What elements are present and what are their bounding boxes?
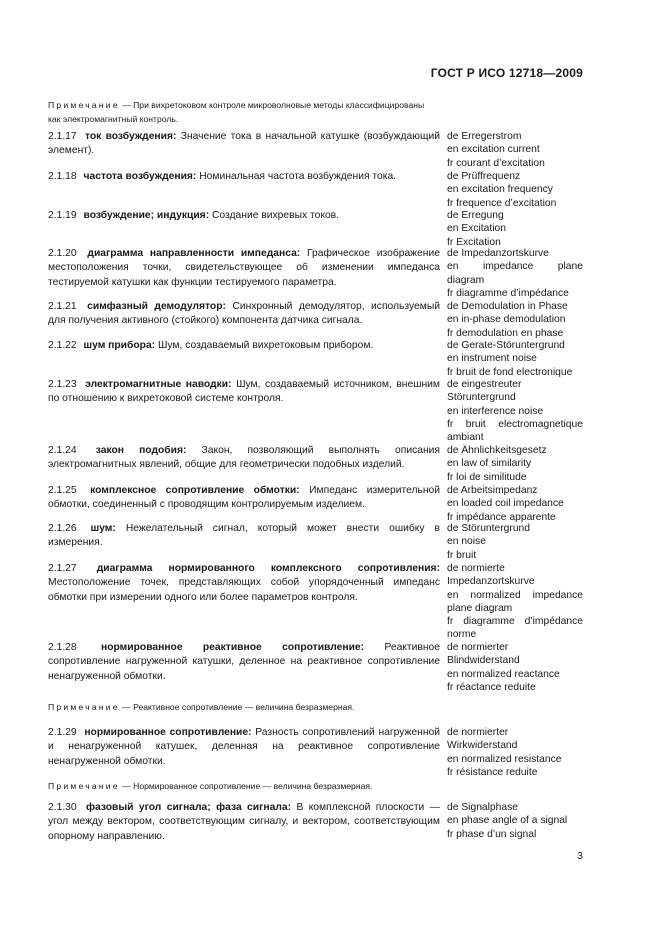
translation-de: de normierter xyxy=(447,642,509,653)
translation-en: en normalized reactance xyxy=(447,668,560,680)
word: fr xyxy=(447,616,454,628)
entry-number: 2.1.25 xyxy=(48,485,77,496)
page-number: 3 xyxy=(577,850,583,862)
note-label: Примечание xyxy=(48,100,120,110)
entry-2-1-21 xyxy=(48,300,440,329)
standard-header: ГОСТ Р ИСО 12718—2009 xyxy=(430,66,583,80)
word: normalized xyxy=(470,589,521,601)
entry-definition: Графическое изображение местоположения точки, свидетельствующее об изменении импеданса тестируемой катушки как функции тестируемого параметра. xyxy=(48,248,440,288)
entry-term: электромагнитные наводки: xyxy=(85,379,232,390)
entry-term: возбуждение; индукция: xyxy=(83,210,210,221)
translations-2-1-19 xyxy=(447,209,583,249)
translation-de: de normierter xyxy=(447,727,509,738)
translation-en: en excitation current xyxy=(447,144,540,156)
entry-term: нормированное реактивное сопротивление: xyxy=(101,642,365,653)
translation-en xyxy=(447,589,583,602)
translation-fr: fr frequence d’excitation xyxy=(447,197,557,209)
translations-2-1-29 xyxy=(447,726,583,779)
translation-de-cont: Wirkwiderstand xyxy=(447,740,518,752)
entry-definition: Шум, создаваемый источником, внешним по отношению к вихретоковой системе контроля. xyxy=(48,379,440,405)
translation-fr: fr impédance apparente xyxy=(447,511,556,523)
translation-de-cont: Störuntergrund xyxy=(447,392,516,404)
translation-de: de Erregung xyxy=(447,210,504,221)
word: plane xyxy=(557,261,583,273)
translation-de: de Signalphase xyxy=(447,802,518,813)
entry-term: фазовый угол сигнала; фаза сигнала: xyxy=(86,802,292,813)
entry-term: диаграмма направленности импеданса: xyxy=(87,248,301,259)
entry-2-1-25 xyxy=(48,484,440,513)
translation-en: en interference noise xyxy=(447,405,544,417)
word: fr xyxy=(447,418,454,430)
entry-number: 2.1.19 xyxy=(48,210,77,221)
entry-term: закон подобия: xyxy=(95,445,187,456)
entry-term: шум: xyxy=(90,523,116,534)
note-2 xyxy=(48,700,438,714)
translation-fr: fr Excitation xyxy=(447,236,501,248)
translation-de: de Gerate-Störuntergrund xyxy=(447,340,565,351)
entry-number: 2.1.22 xyxy=(48,340,77,351)
entry-2-1-17 xyxy=(48,130,440,159)
entry-number: 2.1.26 xyxy=(48,523,77,534)
entry-2-1-28 xyxy=(48,641,440,684)
entry-number: 2.1.30 xyxy=(48,802,77,813)
translation-en-cont: plane diagram xyxy=(447,602,513,614)
entry-2-1-26 xyxy=(48,522,440,551)
entry-2-1-30 xyxy=(48,801,440,844)
translation-fr: fr résistance reduite xyxy=(447,766,538,778)
translations-2-1-30 xyxy=(447,801,583,841)
translation-de: de normierte xyxy=(447,563,505,574)
entry-term: частота возбуждения: xyxy=(83,171,197,182)
word: d’impédance xyxy=(524,616,583,628)
translations-2-1-26 xyxy=(447,522,583,562)
entry-2-1-24 xyxy=(48,444,440,473)
entry-definition: Импеданс измерительной обмотки, соединенный с проводящим контролируемым изделием. xyxy=(48,485,440,511)
translations-2-1-27 xyxy=(447,562,583,642)
entry-definition: Закон, позволяющий выполнять описания электромагнитных явлений, общие для геометрически подобных изделий. xyxy=(48,445,440,471)
translation-en: en phase angle of a signal xyxy=(447,815,568,827)
entry-term: ток возбуждения: xyxy=(84,131,177,142)
note-3 xyxy=(48,779,438,793)
translation-en: en law of similarity xyxy=(447,458,532,470)
translation-fr: fr loi de similitude xyxy=(447,471,527,483)
translations-2-1-20 xyxy=(447,247,583,300)
translation-en xyxy=(447,260,583,273)
entry-definition: Местоположение точек, представляющих собой упорядоченный импеданс обмотки при измерении одного или более параметров контроля. xyxy=(48,577,440,603)
word: bruit xyxy=(465,418,486,430)
translation-en: en instrument noise xyxy=(447,353,537,365)
word: en xyxy=(447,261,459,273)
translations-2-1-22 xyxy=(447,339,583,379)
entry-number: 2.1.29 xyxy=(48,727,77,738)
word: electromagnetique xyxy=(498,418,583,430)
translation-fr: fr bruit de fond electronique xyxy=(447,366,573,378)
translation-de-cont: Impedanzortskurve xyxy=(447,576,535,588)
translation-fr xyxy=(447,418,583,431)
word: impedance xyxy=(532,589,583,601)
translation-fr: fr phase d’un signal xyxy=(447,828,537,840)
entry-2-1-22 xyxy=(48,339,440,353)
translation-en: en excitation frequency xyxy=(447,184,553,196)
entry-number: 2.1.27 xyxy=(48,563,77,574)
note-label: Примечание xyxy=(48,781,120,791)
translation-de: de Prüffrequenz xyxy=(447,171,521,182)
entry-term: шум прибора: xyxy=(83,340,156,351)
translation-de: de Arbeitsimpedanz xyxy=(447,485,538,496)
entry-2-1-23 xyxy=(48,378,440,407)
translation-fr: fr diagramme d’impédance xyxy=(447,287,569,299)
translations-2-1-21 xyxy=(447,300,583,340)
translations-2-1-28 xyxy=(447,641,583,694)
entry-number: 2.1.18 xyxy=(48,171,77,182)
word: impedance xyxy=(482,261,534,273)
translations-2-1-17 xyxy=(447,130,583,170)
translation-fr-cont: norme xyxy=(447,629,477,641)
translation-en-cont: diagram xyxy=(447,274,485,286)
translation-en: en noise xyxy=(447,536,486,548)
translation-en: en in-phase demodulation xyxy=(447,314,566,326)
entry-definition: Номинальная частота возбуждения тока. xyxy=(199,171,397,182)
translation-de: de Störuntergrund xyxy=(447,523,531,534)
entry-definition: Реактивное сопротивление нагруженной катушки, деленное на реактивное сопротивление ненагруженной обмотки. xyxy=(48,642,440,682)
translation-en: en loaded coil impedance xyxy=(447,498,564,510)
translation-fr-cont: ambiant xyxy=(447,432,484,444)
translation-fr: fr bruit xyxy=(447,549,477,561)
entry-definition: Значение тока в начальной катушке (возбуждающий элемент). xyxy=(48,131,440,157)
translation-de: de Ähnlichkeitsgesetz xyxy=(447,445,547,456)
entry-number: 2.1.20 xyxy=(48,248,77,259)
word: diagramme xyxy=(463,616,515,628)
entry-definition: Разность сопротивлений нагруженной и ненагруженной катушек, деленная на реактивное сопротивление ненагруженной обмотки. xyxy=(48,727,440,767)
translation-fr xyxy=(447,615,583,628)
word: en xyxy=(447,589,459,601)
translation-en: en Excitation xyxy=(447,223,506,235)
entry-2-1-19 xyxy=(48,209,440,223)
translation-fr: fr réactance reduite xyxy=(447,681,536,693)
note-text: — Реактивное сопротивление — величина безразмерная. xyxy=(119,702,355,712)
entry-2-1-20 xyxy=(48,247,440,290)
translation-de-cont: Blindwiderstand xyxy=(447,655,520,667)
translation-fr: fr courant d’excitation xyxy=(447,157,545,169)
translation-en: en normalized resistance xyxy=(447,753,562,765)
entry-definition: Синхронный демодулятор, используемый для получения активного (стойкого) компонента датчика сигнала. xyxy=(48,301,440,327)
entry-definition: В комплексной плоскости — угол между вектором, соответствующим сигналу, и вектором, соответствующим опорному направлению. xyxy=(48,802,440,842)
entry-number: 2.1.28 xyxy=(48,642,77,653)
entry-term: комплексное сопротивление обмотки: xyxy=(90,485,300,496)
entry-number: 2.1.24 xyxy=(48,445,77,456)
entry-2-1-27 xyxy=(48,562,440,605)
translation-de: de Impedanzortskurve xyxy=(447,248,549,259)
entry-definition: Создание вихревых токов. xyxy=(212,210,340,221)
translations-2-1-18 xyxy=(447,170,583,210)
translations-2-1-23 xyxy=(447,378,583,444)
note-label: Примечание xyxy=(48,702,120,712)
entry-term: диаграмма нормированного комплексного сопротивления: xyxy=(96,563,440,574)
entry-2-1-29 xyxy=(48,726,440,769)
entry-definition: Шум, создаваемый вихретоковым прибором. xyxy=(157,340,374,351)
note-1 xyxy=(48,98,438,126)
note-text: — Нормированное сопротивление — величина безразмерная. xyxy=(119,781,373,791)
translation-de: de Demodulation in Phase xyxy=(447,301,568,312)
entry-number: 2.1.21 xyxy=(48,301,77,312)
translation-de: de Erregerstrom xyxy=(447,131,522,142)
entry-number: 2.1.17 xyxy=(48,131,77,142)
entry-definition: Нежелательный сигнал, который может внести ошибку в измерения. xyxy=(48,523,440,549)
translations-2-1-24 xyxy=(447,444,583,484)
note-text: — При вихретоковом контроле микроволновые методы классифицированы как электромагнитный контроль. xyxy=(48,100,425,124)
translation-de: de eingestreuter xyxy=(447,379,522,390)
entry-number: 2.1.23 xyxy=(48,379,77,390)
translations-2-1-25 xyxy=(447,484,583,524)
entry-term: нормированное сопротивление: xyxy=(84,727,252,738)
entry-term: симфазный демодулятор: xyxy=(87,301,226,312)
entry-2-1-18 xyxy=(48,170,440,184)
translation-fr: fr demodulation en phase xyxy=(447,327,564,339)
